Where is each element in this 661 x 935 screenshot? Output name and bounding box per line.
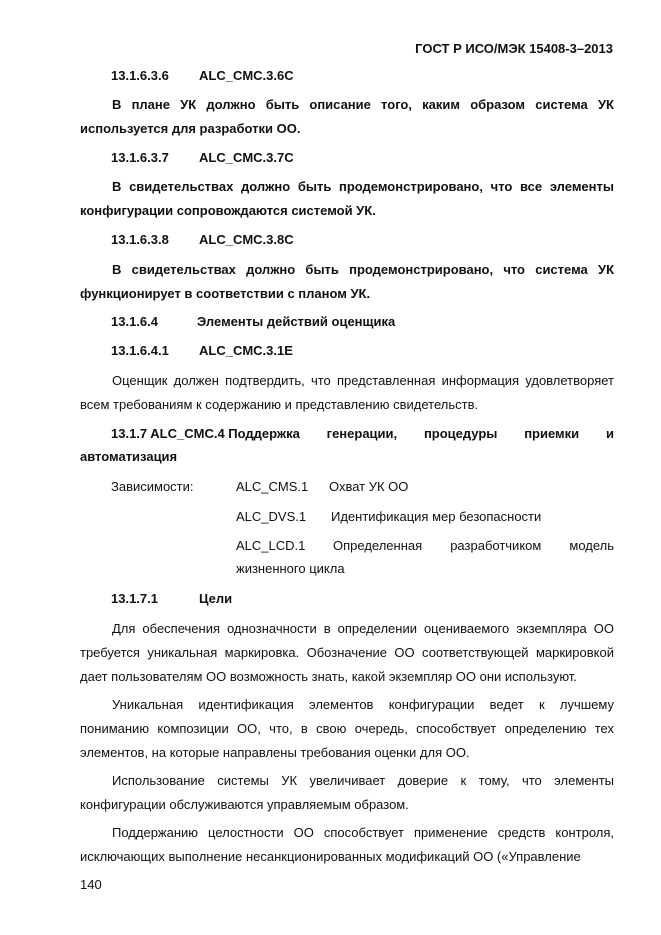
section-code: ALC_CMC.3.6C <box>199 68 294 83</box>
dependency-desc-cont: жизненного цикла <box>236 561 345 576</box>
heading-word: и <box>605 426 614 441</box>
section-number: 13.1.6.4.1 <box>111 343 169 358</box>
standard-header: ГОСТ Р ИСО/МЭК 15408-3–2013 <box>415 41 613 56</box>
paragraph-objectives-2: Уникальная идентификация элементов конфигурации ведет к лучшему пониманию композиции ОО, что, в свою очередь, способствует определению тех элементов, на которые направлены требования оценки для ОО. <box>80 697 614 760</box>
section-number: 13.1.6.3.8 <box>111 232 169 247</box>
desc-word: модель <box>569 538 614 553</box>
heading-word: генерации, <box>326 426 398 441</box>
section-code: ALC_CMC.3.8C <box>199 232 294 247</box>
dependencies-label: Зависимости: <box>111 479 194 494</box>
section-code: ALC_CMC.3.1E <box>199 343 293 358</box>
section-heading-13-1-7-cont: автоматизация <box>80 449 178 464</box>
desc-word: разработчиком <box>450 538 542 553</box>
heading-word: 13.1.7 ALC_CMC.4 Поддержка <box>111 426 300 441</box>
section-number: 13.1.6.4 <box>111 314 158 329</box>
paragraph-cm-plan: В плане УК должно быть описание того, каким образом система УК используется для разработки ОО. <box>80 97 614 136</box>
section-code: ALC_CMC.3.7C <box>199 150 294 165</box>
paragraph-config-items: В свидетельствах должно быть продемонстрировано, что все элементы конфигурации сопровождаются системой УК. <box>80 179 614 218</box>
section-number: 13.1.7.1 <box>111 591 158 606</box>
section-title: Элементы действий оценщика <box>197 314 396 329</box>
paragraph-objectives-4: Поддержанию целостности ОО способствует применение средств контроля, исключающих выполнение несанкционированных модификаций ОО («Управление <box>80 825 614 864</box>
paragraph-objectives-3: Использование системы УК увеличивает доверие к тому, что элементы конфигурации обслуживаются управляемым образом. <box>80 773 614 812</box>
dependency-desc: Охват УК ОО <box>329 479 409 494</box>
dependency-code: ALC_LCD.1 <box>236 538 306 553</box>
dependency-code: ALC_CMS.1 <box>236 479 309 494</box>
paragraph-objectives-1: Для обеспечения однозначности в определении оцениваемого экземпляра ОО требуется уникальная маркировка. Обозначение ОО соответствующей маркировкой дает пользователям ОО возможность знать, какой экземпляр ОО они используют. <box>80 621 614 684</box>
paragraph-evaluator-action: Оценщик должен подтвердить, что представленная информация удовлетворяет всем требованиям к содержанию и представлению свидетельств. <box>80 373 614 412</box>
dependency-desc: Идентификация мер безопасности <box>331 509 542 524</box>
section-number: 13.1.6.3.6 <box>111 68 169 83</box>
section-number: 13.1.6.3.7 <box>111 150 169 165</box>
paragraph-cm-system-operation: В свидетельствах должно быть продемонстрировано, что система УК функционирует в соответствии с планом УК. <box>80 262 614 301</box>
dependency-code: ALC_DVS.1 <box>236 509 307 524</box>
page-number: 140 <box>80 877 102 892</box>
dependency-desc <box>333 534 614 558</box>
heading-word: процедуры <box>423 426 498 441</box>
desc-word: Определенная <box>333 538 423 553</box>
section-title: Цели <box>199 591 233 606</box>
heading-word: приемки <box>524 426 580 441</box>
section-heading-13-1-7 <box>111 422 614 446</box>
